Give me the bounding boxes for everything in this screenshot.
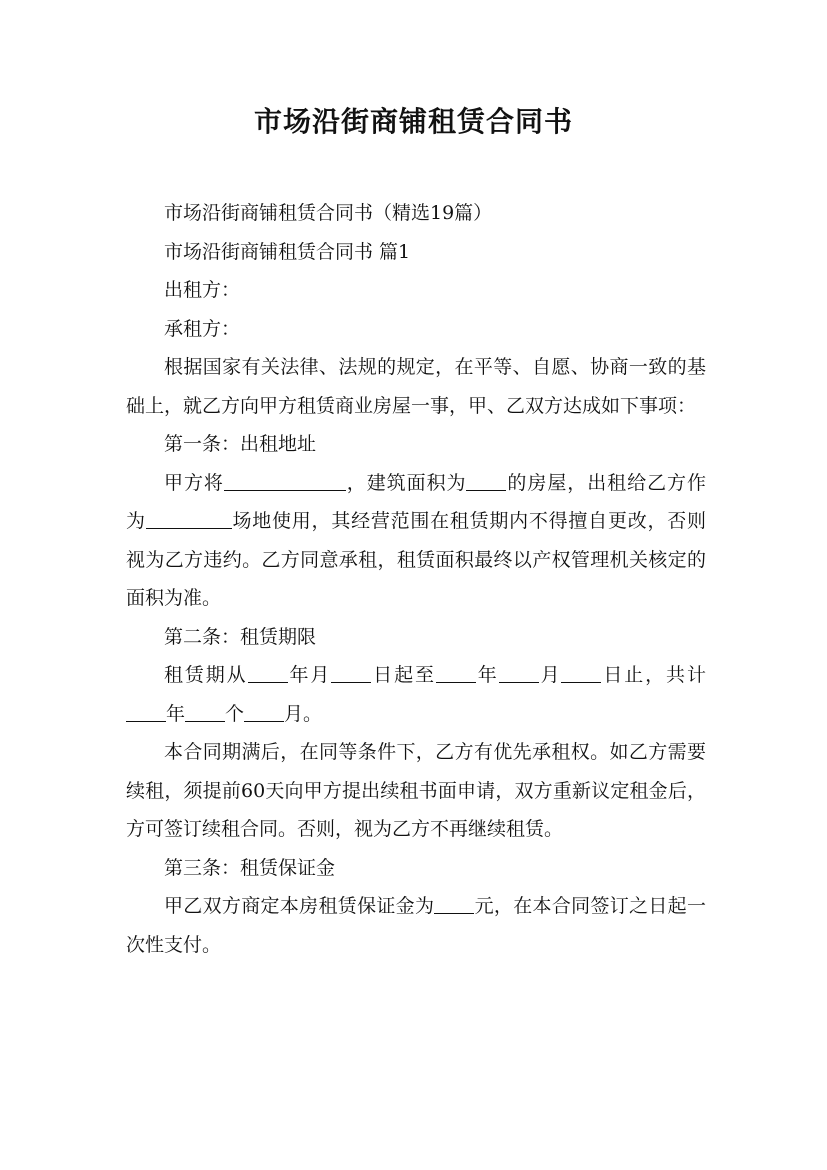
article3-heading: 第三条：租赁保证金 [164, 856, 336, 879]
total-years-blank [126, 701, 166, 722]
document-body [126, 194, 706, 964]
document-subtitle: 市场沿街商铺租赁合同书（精选19篇） [164, 202, 493, 224]
end-year-blank [436, 662, 476, 683]
deposit-amount-blank [434, 893, 474, 914]
article1-heading: 第一条：出租地址 [164, 433, 317, 455]
article1-paragraph [126, 464, 706, 618]
term-text-8: 个 [225, 702, 245, 725]
start-day-blank [331, 662, 371, 683]
article1-text-1: 甲方将 [164, 471, 224, 494]
term-text-5: 月 [538, 664, 562, 686]
term-text-1: 租赁期从 [164, 664, 248, 686]
article1-text-3: 的房屋，出租给乙方作为 [126, 471, 706, 532]
term-text-6: 日止，共计 [601, 664, 706, 686]
deposit-text-1: 甲乙双方商定本房租赁保证金为 [164, 895, 435, 917]
chapter-heading: 市场沿街商铺租赁合同书 篇1 [164, 240, 411, 263]
deposit-text-2: 元，在本合同签订之日起一次性支付。 [126, 895, 706, 956]
preamble-paragraph: 根据国家有关法律、法规的规定，在平等、自愿、协商一致的基础上，就乙方向甲方租赁商业房屋一事，甲、乙双方达成如下事项： [126, 356, 706, 417]
document-title: 市场沿街商铺租赁合同书 [253, 105, 573, 138]
start-year-blank [248, 662, 288, 683]
term-text-4: 年 [475, 664, 499, 686]
end-month-blank [499, 662, 539, 683]
article1-text-2: ，建筑面积为 [345, 471, 467, 494]
lessee-label: 承租方： [164, 317, 241, 340]
term-text-2: 年月 [287, 664, 332, 686]
term-text-7: 年 [166, 702, 186, 725]
total-months-blank [244, 701, 284, 722]
area-blank [466, 470, 506, 491]
term-text-9: 月。 [284, 702, 323, 725]
article2-term-paragraph [126, 656, 706, 733]
article2-renewal-paragraph: 本合同期满后，在同等条件下，乙方有优先承租权。如乙方需要续租，须提前60天向甲方提出续租书面申请，双方重新议定租金后，方可签订续租合同。否则，视为乙方不再继续租赁。 [126, 741, 706, 840]
address-blank [224, 470, 346, 491]
article3-paragraph [126, 887, 706, 964]
lessor-label: 出租方： [164, 279, 241, 301]
end-day-blank [561, 662, 601, 683]
article2-heading: 第二条：租赁期限 [164, 625, 317, 648]
term-text-3: 日起至 [371, 664, 436, 686]
total-count-blank [185, 701, 225, 722]
article1-text-4: 场地使用，其经营范围在租赁期内不得擅自更改，否则视为乙方违约。乙方同意承租，租赁面积最终以产权管理机关核定的面积为准。 [126, 510, 706, 609]
usage-blank [146, 508, 232, 529]
